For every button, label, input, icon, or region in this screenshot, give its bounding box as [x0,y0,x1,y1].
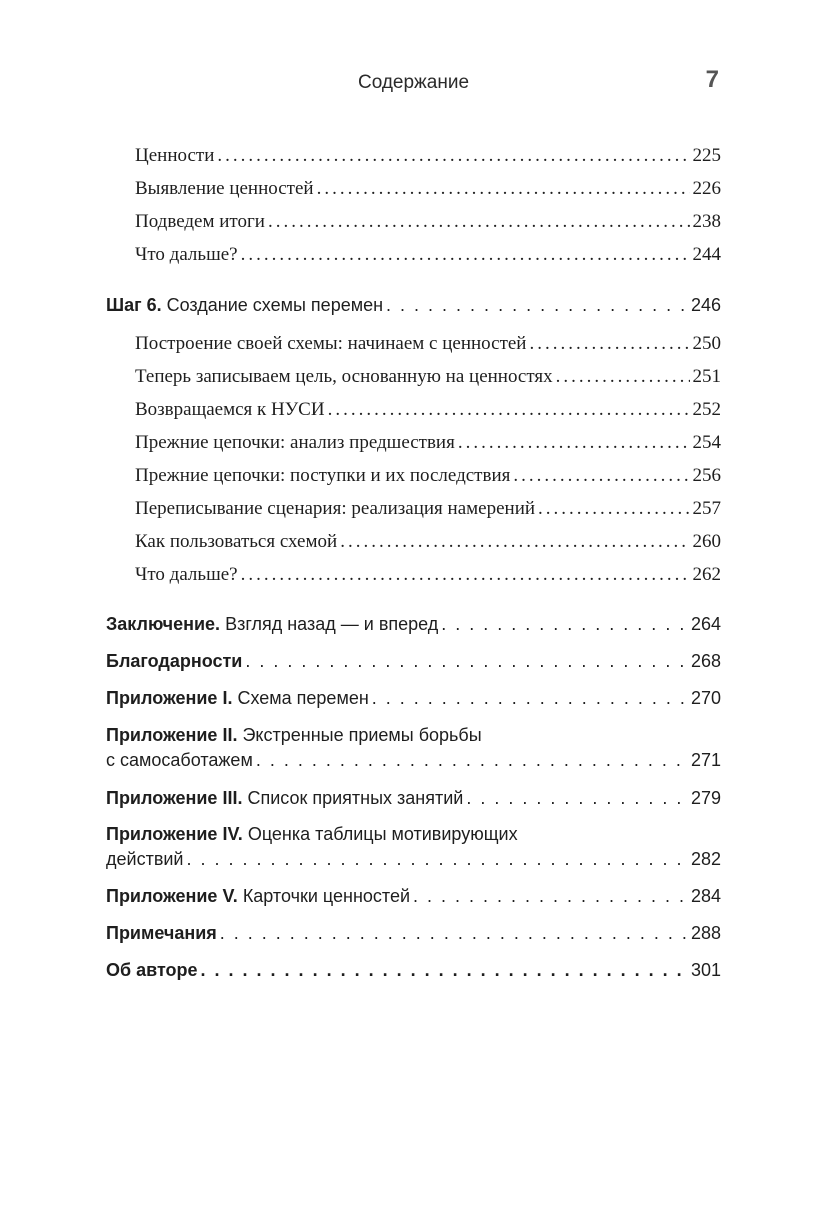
toc-leader-dots [220,923,688,944]
toc-chapter [0,886,827,907]
toc-leader-dots [201,960,688,981]
toc-entry-page: 271 [690,750,721,770]
toc-chapter-title: Схема перемен [237,688,369,708]
toc-entry-title: Как пользоваться схемой [135,531,338,552]
toc-entry-page: 250 [692,333,721,354]
toc-entry-page: 262 [692,564,721,585]
toc-entry-title: Подведем итоги [135,211,265,232]
toc-entry-title: Переписывание сценария: реализация намерений [135,498,536,519]
toc-chapter [0,651,827,672]
toc-leader-dots [529,333,689,355]
toc-entry-page: 252 [692,399,721,420]
toc-entry-page: 257 [692,498,721,519]
toc-chapter-label: Приложение V. [106,886,238,906]
toc-chapter-title-continued: действий [106,849,184,869]
toc-entry-page: 244 [692,244,721,265]
toc-entry-title: Построение своей схемы: начинаем с ценностей [135,333,527,354]
toc-chapter-title: Оценка таблицы мотивирующих [247,824,518,844]
toc-chapter-label: Об авторе [106,960,198,980]
toc-leader-dots [245,651,688,672]
toc-entry-title: Выявление ценностей [135,178,314,199]
toc-entry [0,498,827,520]
toc-entry-title: Что дальше? [135,244,238,265]
toc-chapter-label: Примечания [106,923,217,943]
toc-chapter-second-line [0,849,827,870]
toc-chapter-label: Шаг 6. [106,295,162,315]
toc-entry [0,333,827,355]
toc-chapter-title: Взгляд назад — и вперед [225,614,439,634]
toc-leader-dots [217,145,689,167]
toc-entry-title: Ценности [135,145,215,166]
toc-chapter [0,923,827,944]
toc-chapter [0,688,827,709]
toc-leader-dots [268,211,690,233]
toc-leader-dots [328,399,690,421]
toc-entry [0,531,827,553]
toc-entry-page: 238 [692,211,721,232]
toc-entry-page: 288 [690,923,721,943]
toc-entry-page: 251 [692,366,721,387]
toc-chapter [0,788,827,809]
toc-entry-page: 226 [692,178,721,199]
toc-entry-page: 225 [692,145,721,166]
toc-leader-dots [317,178,690,200]
toc-leader-dots [241,564,690,586]
toc-entry [0,432,827,454]
toc-entry [0,145,827,167]
toc-entry-title: Что дальше? [135,564,238,585]
toc-leader-dots [413,886,688,907]
toc-leader-dots [538,498,689,520]
toc-chapter-title-continued: с самосаботажем [106,750,253,770]
toc-entry-title: Прежние цепочки: анализ предшествия [135,432,455,453]
toc-chapter-label: Приложение II. [106,725,238,745]
toc-leader-dots [441,614,688,635]
toc-chapter-label: Благодарности [106,651,243,671]
toc-entry [0,465,827,487]
toc-chapter-second-line [0,750,827,771]
toc-entry [0,211,827,233]
toc-leader-dots [241,244,690,266]
toc-chapter-label: Заключение. [106,614,221,634]
toc-entry [0,366,827,388]
toc-entry-page: 282 [690,849,721,869]
toc-chapter-label: Приложение I. [106,688,233,708]
toc-entry-page: 268 [690,651,721,671]
toc-leader-dots [466,788,688,809]
toc-chapter [0,295,827,316]
toc-entry [0,564,827,586]
toc-leader-dots [372,688,688,709]
toc-leader-dots [186,849,687,870]
toc-leader-dots [556,366,690,388]
toc-entry-page: 256 [692,465,721,486]
toc-chapter-first-line [106,725,482,746]
toc-entry [0,178,827,200]
toc-entry [0,399,827,421]
toc-chapter-label: Приложение III. [106,788,243,808]
toc-entry [0,244,827,266]
toc-entry-page: 246 [690,295,721,315]
toc-leader-dots [256,750,688,771]
toc-entry-page: 284 [690,886,721,906]
toc-chapter-label: Приложение IV. [106,824,243,844]
toc-chapter-first-line [106,824,518,845]
toc-entry-page: 270 [690,688,721,708]
toc-entry-title: Прежние цепочки: поступки и их последствия [135,465,511,486]
page-number: 7 [705,66,719,93]
toc-entry-title: Возвращаемся к НУСИ [135,399,325,420]
running-header-title: Содержание [357,72,470,93]
toc-leader-dots [458,432,690,454]
toc-leader-dots [513,465,689,487]
toc-leader-dots [386,295,688,316]
toc-leader-dots [340,531,689,553]
toc-chapter-title: Список приятных занятий [247,788,464,808]
toc-chapter [0,614,827,635]
toc-entry-page: 264 [690,614,721,634]
toc-chapter-title: Создание схемы перемен [166,295,384,315]
toc-chapter [0,960,827,981]
toc-entry-page: 279 [690,788,721,808]
toc-entry-title: Теперь записываем цель, основанную на ценностях [135,366,553,387]
toc-chapter-title: Карточки ценностей [242,886,411,906]
toc-entry-page: 260 [692,531,721,552]
toc-entry-page: 301 [690,960,721,980]
toc-chapter-title: Экстренные приемы борьбы [242,725,482,745]
toc-entry-page: 254 [692,432,721,453]
